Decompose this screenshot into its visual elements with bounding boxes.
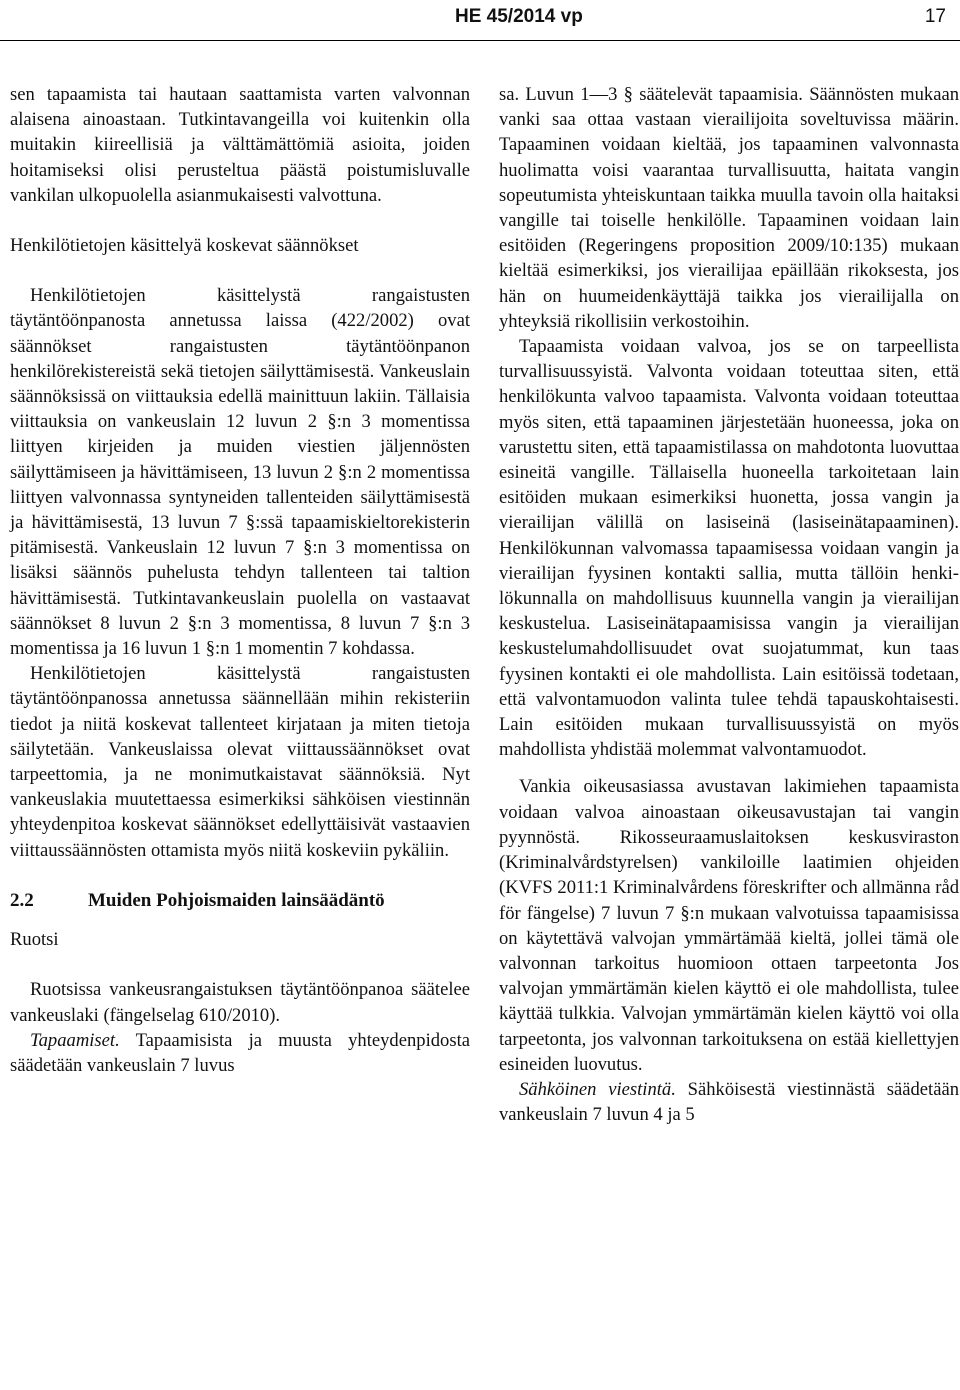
- emphasis: Tapaamiset.: [30, 1029, 120, 1051]
- section-number: 2.2: [10, 889, 34, 911]
- section-heading: [10, 888, 470, 913]
- right-column: [499, 82, 959, 1127]
- section-title: Muiden Pohjoismaiden lainsäädäntö: [88, 889, 385, 911]
- header-rule: [0, 40, 960, 41]
- subheading: Henkilötietojen käsittelyä koskevat säännökset: [10, 235, 359, 257]
- paragraph: sa. Luvun 1—3 § säätelevät tapaamisia. Säännösten mukaan vanki saa ottaa vastaan vierailijoita soveltuvissa määrin. Tapaaminen voidaan kieltää, jos tapaaminen valvonnasta huolimatta voisi vaarantaa turvallisuutta, haitata vangin sopeutumista yhteiskuntaan taikka muulla tavoin olla haitaksi vangille tai toiselle henkilölle. Tapaaminen voidaan lain esitöiden (Regeringens proposition 2009/10:135) mukaan kieltää esimerkiksi, jos vierailijaa epäillään rikoksesta, jos hän on huumeidenkäyttäjä taikka jos vierailijalla on yhteyksiä rikollisiin verkostoihin.: [499, 84, 959, 332]
- paragraph: Tapaamista voidaan valvoa, jos se on tarpeellista turvallisuussyistä. Valvonta voidaan toteuttaa siten, että henkilökunta valvoo tapaamista. Valvonta voidaan toteuttaa myös siten, että tapaaminen järjestetään huoneessa, joka on varustettu siten, että tapaamistilassa on mahdotonta luovuttaa esineitä vangille. Tällaisella huoneella tarkoitetaan lain esitöiden mukaan esimerkiksi huonetta, jossa vangin ja vierailijan välillä on lasiseinä (lasiseinätapaaminen). Henkilökunnan valvomassa tapaamisessa voidaan vangin ja vierailijan fyysinen kontakti sallia, mutta tällöin henkilökunnalla on mahdollisuus kuunnella vangin ja vierailijan keskustelua. Lasiseinätapaamisissa vangin ja vierailijan keskustelumahdollisuudet ovat suojatummat, kun taas fyysinen kontakti ei ole mahdollista. Lain esitöissä todetaan, että valvontamuodon valinta tulee tehdä tapauskohtaisesti. Lain esitöiden mukaan turvallisuussyistä on myös mahdollista yhdistää molemmat valvontamuodot.: [499, 336, 959, 761]
- paragraph: Sähköinen viestintä. Sähköisestä viestinnästä säädetään vankeuslain 7 luvun 4 ja 5: [499, 1078, 959, 1126]
- paragraph: sen tapaamista tai hautaan saattamista varten valvonnan alaisena ainoastaan. Tutkintavangeilla voi kuitenkin olla muitakin kiireellisiä ja välttämättömiä asioita, joiden hoitamiseksi olisi perusteltua päästä poistumisluvalle vankilan ulkopuolella asianmukaisesti valvottuna.: [10, 84, 470, 206]
- paragraph: Vankia oikeusasiassa avustavan lakimiehen tapaamista voidaan valvoa ainoastaan oikeusavustajan tai vangin pyynnöstä. Rikosseuraamuslaitoksen keskusviraston (Kriminalvårdstyrelsen) vankiloille laatimien ohjeiden (KVFS 2011:1 Kriminalvårdens föreskrifter och allmänna råd för fängelse) 7 luvun 7 §:n mukaan valvotuissa tapaamisissa on käytettävä valvojan ymmärtämää kieltä, jollei tämä ole valvonnan tarkoitus huomioon ottaen tarpeetonta Jos valvojan ymmärtämän kielen käyttö ei ole mahdollista, tulee käyttää tulkkia. Valvojan ymmärtämän kielen käyttö voi olla tarpeetonta, jos valvonnan tarkoituksena on estää kiellettyjen esineiden luovutus.: [499, 776, 959, 1075]
- emphasis: Sähköinen viestintä.: [519, 1078, 676, 1100]
- paragraph: Henkilötietojen käsittelystä rangaistusten täytäntöönpanossa annetussa säännellään mihin rekisteriin tiedot ja niitä koskevat tallenteet kirjataan ja miten tietoja säilytetään. Vankeuslaissa olevat viittaussäännökset ovat tarpeettomia, ja ne monimutkaistavat säännöksiä. Nyt vankeuslakia muutettaessa esimerkiksi sähköisen viestinnän yhteydenpitoa koskevat säännökset edellyttäisivät vastaavien viittaussäännösten ottamista myös niitä koskeviin pykäliin.: [10, 663, 470, 861]
- subsection-heading: Ruotsi: [10, 929, 59, 951]
- paragraph: Tapaamiset. Tapaamisista ja muusta yhteydenpidosta säädetään vankeuslain 7 luvus: [10, 1029, 470, 1076]
- left-column: [10, 82, 470, 1078]
- document-id: HE 45/2014 vp: [455, 6, 583, 27]
- paragraph: Henkilötietojen käsittelystä rangaistusten täytäntöönpanosta annetussa laissa (422/2002) ovat säännökset rangaistusten täytäntöönpanon henkilörekistereistä sekä tietojen säilyttämisestä. Vankeuslain säännöksissä on viittauksia edellä mainittuun lakiin. Tällaisia viittauksia on vankeuslain 12 luvun 2 §:n 3 momentissa liittyen kirjeiden ja muiden viestien jäljennösten säilyttämiseen ja hävittämiseen, 13 luvun 2 §:n 2 momentissa liittyen valvonnassa syntyneiden tallenteiden säilyttämisestä ja hävittämisestä, 13 luvun 7 §:ssä tapaamiskieltorekisterin pitämisestä. Vankeuslain 12 luvun 7 §:n 3 momentissa on lisäksi säännös puhelusta tehdyn tallenteen tai taltion hävittämisestä. Tutkintavankeuslain puolella on vastaavat säännökset 8 luvun 2 §:n 3 momentissa, 8 luvun 7 §:n 3 momentissa ja 16 luvun 1 §:n 1 momentin 7 kohdassa.: [10, 285, 470, 660]
- page-number: 17: [924, 6, 946, 27]
- page-header: [0, 0, 960, 40]
- paragraph: Ruotsissa vankeusrangaistuksen täytäntöönpanoa säätelee vankeuslaki (fängelselag 610/2010).: [10, 979, 470, 1026]
